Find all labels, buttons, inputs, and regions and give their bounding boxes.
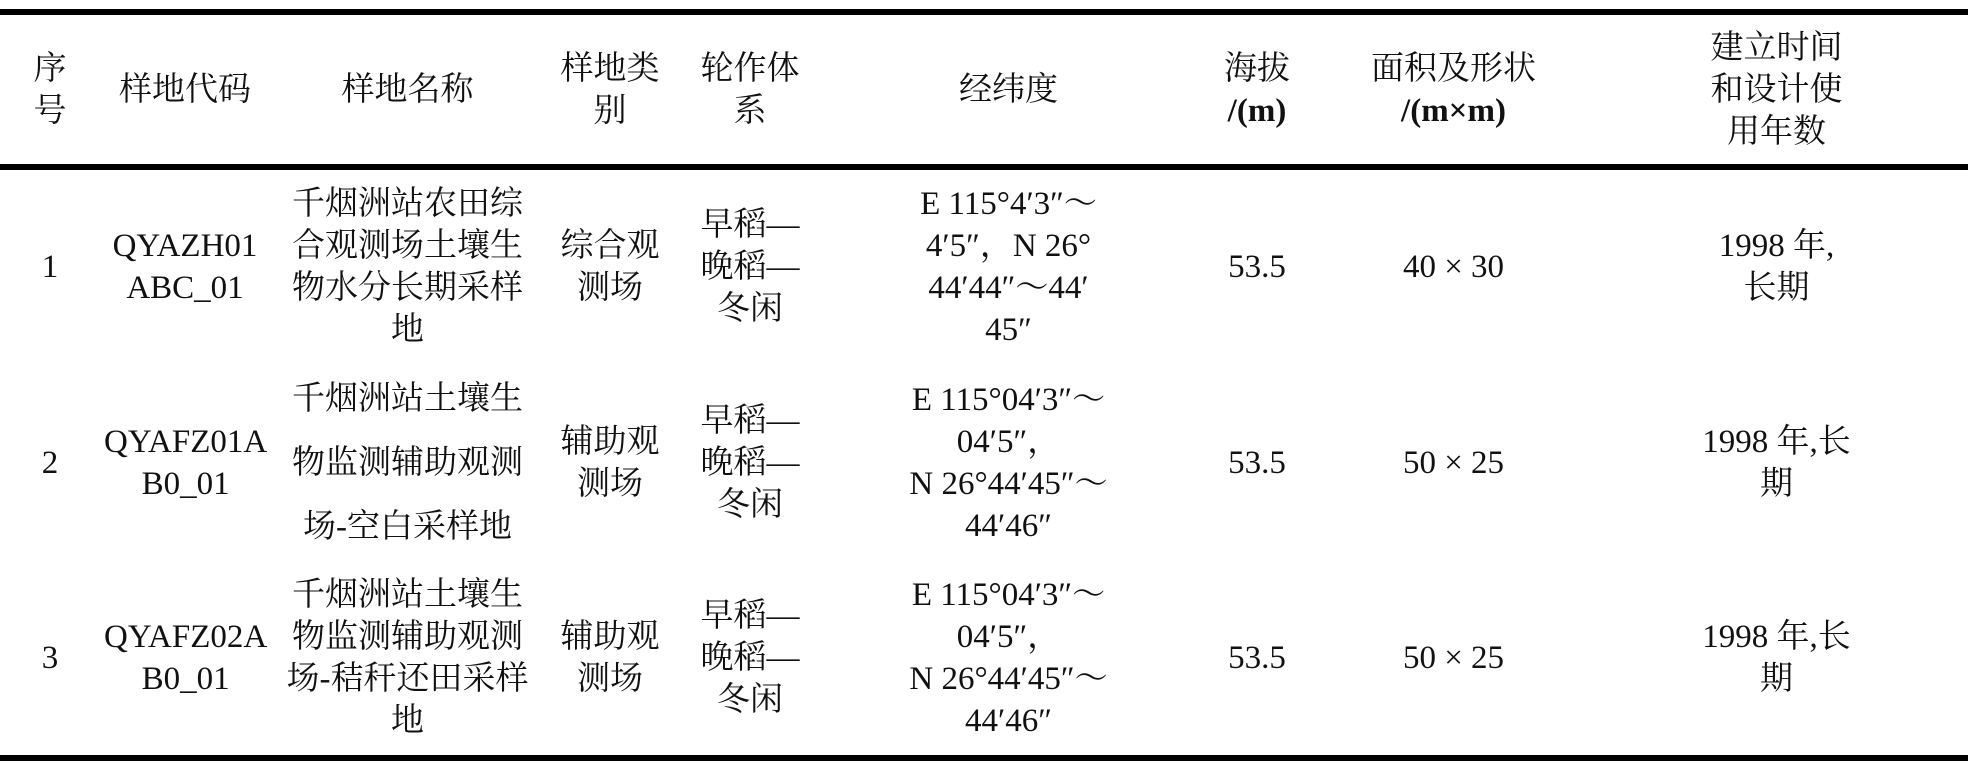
- cell-plot-name: 千烟洲站土壤生 物监测辅助观测 场-秸秆还田采样 地: [270, 561, 545, 758]
- cell-plot-name: 千烟洲站土壤生 物监测辅助观测 场-空白采样地: [292, 380, 523, 545]
- cell-lat-lon: E 115°04′3″～ 04′5″， N 26°44′45″～ 44′46″: [825, 561, 1192, 758]
- cell-rotation-system: 早稻— 晚稻— 冬闲: [700, 402, 800, 523]
- header-plot-name: 样地名称: [270, 12, 545, 167]
- cell-altitude: 53.5: [1192, 561, 1322, 758]
- cell-rotation-system: 早稻— 晚稻— 冬闲: [700, 207, 800, 327]
- table-row: [0, 167, 1968, 364]
- cell-established: 1998 年, 长期: [1718, 228, 1835, 306]
- header-area-label: 面积及形状: [1371, 50, 1536, 87]
- cell-lat-lon: E 115°04′3″～ 04′5″， N 26°44′45″～ 44′46″: [909, 381, 1108, 544]
- cell-established: 1998 年,长 期: [1702, 423, 1851, 502]
- header-established: 建立时间 和设计使 用年数: [1585, 12, 1968, 167]
- cell-plot-name: 千烟洲站农田综 合观测场土壤生 物水分长期采样 地: [292, 186, 523, 348]
- sample-plot-table: [0, 9, 1968, 761]
- cell-plot-code: QYAFZ02A B0_01: [100, 561, 270, 758]
- table-body: [0, 167, 1968, 758]
- cell-seq: 1: [41, 249, 59, 285]
- table-header: [0, 12, 1968, 167]
- cell-plot-category: 辅助观 测场: [545, 561, 675, 758]
- sample-plot-table-container: [0, 9, 1968, 761]
- cell-lat-lon: E 115°4′3″～ 4′5″，N 26° 44′44″～44′ 45″: [920, 186, 1097, 348]
- cell-plot-category: 综合观 测场: [560, 228, 660, 306]
- cell-area-shape: 50 × 25: [1322, 561, 1585, 758]
- table-row: [0, 561, 1968, 758]
- header-altitude-label: 海拔: [1224, 50, 1290, 87]
- cell-altitude: 53.5: [1228, 444, 1286, 481]
- header-seq: 序 号: [0, 12, 100, 167]
- table-row: [0, 364, 1968, 561]
- header-rotation-system: 轮作体 系: [675, 12, 825, 167]
- header-area-unit: /(m×m): [1401, 92, 1506, 129]
- header-area-shape: [1322, 12, 1585, 167]
- cell-plot-code: QYAZH01 ABC_01: [112, 228, 258, 306]
- header-altitude: [1192, 12, 1322, 167]
- cell-rotation-system: 早稻— 晚稻— 冬闲: [675, 561, 825, 758]
- cell-area-shape: 40 × 30: [1402, 249, 1505, 285]
- cell-plot-code: QYAFZ01A B0_01: [104, 423, 268, 502]
- header-altitude-unit: /(m): [1227, 92, 1287, 129]
- cell-established: 1998 年,长 期: [1585, 561, 1968, 758]
- cell-altitude: 53.5: [1228, 249, 1286, 285]
- header-lat-lon: 经纬度: [825, 12, 1192, 167]
- header-plot-category: 样地类 别: [545, 12, 675, 167]
- cell-plot-category: 辅助观 测场: [560, 423, 660, 502]
- cell-seq: 2: [41, 444, 59, 481]
- cell-seq: 3: [0, 561, 100, 758]
- header-row: [0, 12, 1968, 167]
- cell-area-shape: 50 × 25: [1402, 444, 1505, 481]
- header-plot-code: 样地代码: [100, 12, 270, 167]
